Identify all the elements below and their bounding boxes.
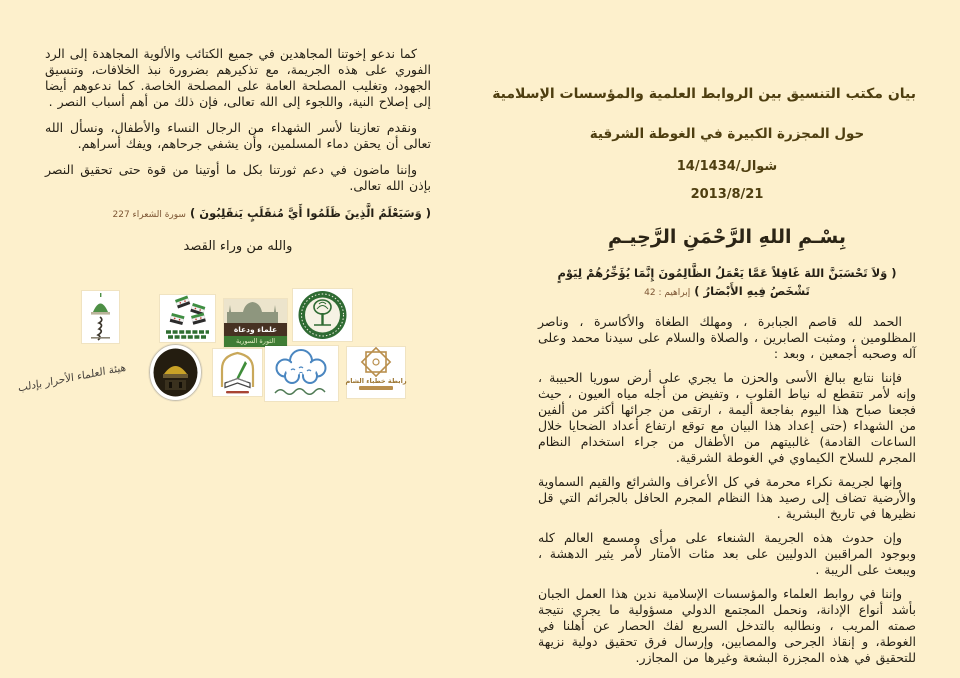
eight-point-star-icon [347, 347, 405, 377]
sham-khutaba-association-logo [347, 347, 405, 398]
ulama-and-duat-logo [224, 299, 287, 347]
mosque-skyline-icon [224, 299, 287, 323]
right-page [492, 84, 916, 674]
basmala-calligraphy: بِسْـمِ اللهِ الرَّحْمَنِ الرَّحِيـمِ [608, 226, 846, 248]
tree-crescent-seal-icon [293, 289, 352, 341]
quran-verse-shuara [45, 204, 431, 224]
paragraph-support-revolution: وإننا ماضون في دعم ثورتنا بكل ما أوتينا من قوة حتى تحقيق النصر بإذن الله تعالى. [45, 162, 431, 193]
paragraph-hamdala: الحمد لله قاصم الجبابرة ، ومهلك الطغاة والأكاسرة ، وناصر المظلومين ، ومثبت الصابرين ، والصلاة والسلام على سيدنا محمد وعلى آله وصحبه أجمعين ، وبعد : [538, 314, 916, 361]
left-page [45, 46, 431, 256]
handwritten-signature-calligraphy: هيئة العلماء الأحرار بإدلب [17, 361, 127, 395]
unified-media-office-logo [160, 295, 215, 342]
logo-text-line1: علماء ودعاة [224, 323, 287, 336]
golden-dome-photo-icon [149, 344, 202, 401]
quran-verse-ibrahim [538, 264, 916, 302]
verse-text: ( وَسَيَعْلَمُ الَّذِينَ ظَلَمُوا أَيَّ مُنقَلَبٍ يَنقَلِبُونَ ) [190, 206, 431, 220]
logo-subtext-bar [359, 386, 393, 390]
logo-text: رابطة خطباء الشام [345, 377, 407, 385]
golden-dome-emblem-logo [149, 344, 202, 401]
mosque-dome-calligraphy-icon [82, 291, 119, 343]
verse-reference: سورة الشعراء 227 [112, 210, 186, 220]
syrian-scholars-league-logo [82, 291, 119, 343]
quran-book-and-pen-logo [213, 349, 262, 396]
open-book-pen-arch-icon [213, 349, 262, 396]
blue-cloud-birds-icon [265, 346, 338, 401]
logo-text-line2: الثورة السورية [224, 336, 287, 347]
paragraph-demands: وإننا في روابط العلماء والمؤسسات الإسلامية ندين هذا العمل الجبان بأشد أنواع الإدانة، ونحمل المجتمع الدولي مسؤولية ما يجري نتيجة صمته المريب ، ونطالبه بالتدخل السريع لفك الحصار عن أهلنا في الغوطة، و إنقاذ الجرحى والمصابين، وإرسال فرق تحقيق دولية نزيهة للتحقيق في هذه المجزرة البشعة وغيرها من المجازر. [538, 586, 916, 665]
paragraph-call-to-mujahideen: كما ندعو إخوتنا المجاهدين في جميع الكتائب والألوية المجاهدة إلى الرد الفوري على هذه الجريمة، مع تذكيرهم بضرورة نبذ الخلافات، وتنسيق الجهود، وتغليب المصلحة العامة على المصلحة الخاصة. كما ندعوهم أيضا إلى إصلاح النية، واللجوء إلى الله تعالى، فإن ذلك من أهم أسباب النصر . [45, 46, 431, 109]
verse-reference: إبراهيم : 42 [644, 288, 691, 298]
closing-phrase: والله من وراء القصد [183, 239, 293, 254]
paragraph-massacre-news: فإننا نتابع ببالغ الأسى والحزن ما يجري على أرض سوريا الحبيبة ، وإنه لأمر تتقطع له نياط القلوب ، وتفيض من أجله مياه العيون ، حيث فجعنا صباح هذا اليوم بفاجعة أليمة ، ارتقى من جرائها أكثر من ألفين من الشهداء (حتى إعداد هذا البيان مع توقع ارتفاع أعداد الضحايا خلال الساعات القادمة) غالبيتهم من الأطفال من جراء استخدام النظام المجرم للسلاح الكيماوي في الغوطة الشرقية. [538, 370, 916, 465]
paragraph-condolences: ونقدم تعازينا لأسر الشهداء من الرجال النساء والأطفال، ونسأل الله تعالى أن يحقن دماء المسلمين، وأن يشفي جرحاهم، ويفك أسراهم. [45, 120, 431, 151]
verse-text: ( وَلاَ تَحْسَبَنَّ اللهَ غَافِلاً عَمَّا يَعْمَلُ الظَّالِمُونَ إِنَّمَا يُؤَخِّرُهُمْ لِيَوْمٍ تَشْخَصُ فِيهِ الأَبْصَارُ ) [557, 266, 897, 298]
scholars-association-seal-logo [293, 289, 352, 341]
sham-islamic-commission-logo [265, 346, 338, 401]
paragraph-crime-condemned: وإنها لجريمة نكراء محرمة في كل الأعراف والشرائع والقيم السماوية والأرضية تضاف إلى رصيد هذا النظام المجرم الحافل بالجرائم التي قل نظيرها في تاريخ البشرية . [538, 474, 916, 521]
flags-ring-icon [160, 295, 215, 342]
statement-title-line2: حول المجزرة الكبيرة في الغوطة الشرقية [589, 126, 865, 142]
statement-title-line1: بيان مكتب التنسيق بين الروابط العلمية والمؤسسات الإسلامية [492, 86, 916, 102]
paragraph-world-watching: وإن حدوث هذه الجريمة الشنعاء على مرأى ومسمع العالم كله وبوجود المراقبين الدوليين على بعد مئات الأمتار لأمر يثير الدهشة ، ويبعث على الريبة . [538, 530, 916, 577]
hijri-date: 14/شوال/1434 [676, 159, 778, 174]
gregorian-date: 2013/8/21 [690, 187, 764, 202]
